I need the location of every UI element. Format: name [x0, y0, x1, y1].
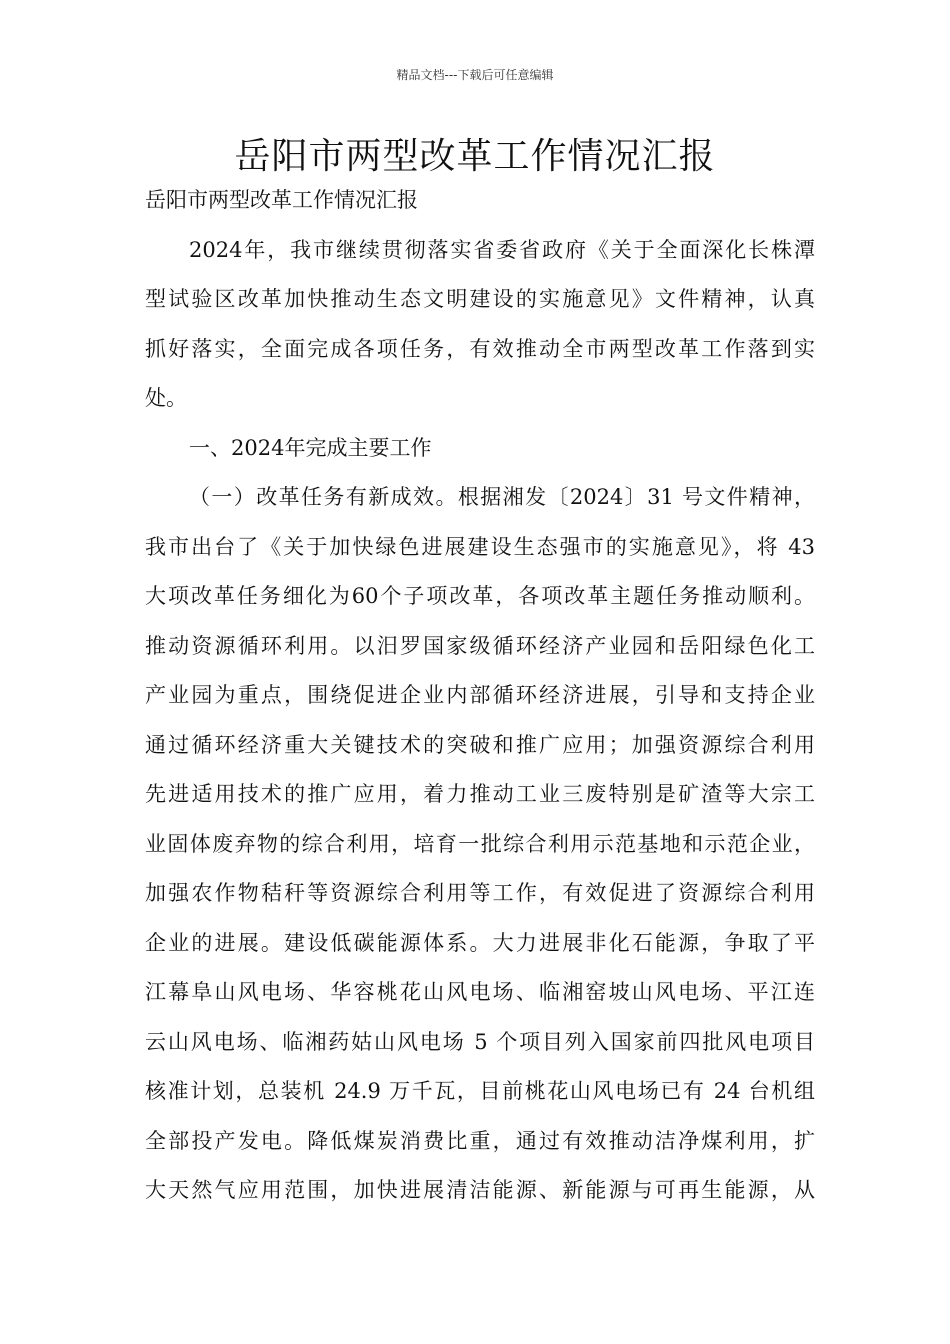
paragraph-line: 我市出台了《关于加快绿色进展建设生态强市的实施意见》，将 43 — [145, 534, 815, 559]
paragraph-line: 全部投产发电。降低煤炭消费比重，通过有效推动洁净煤利用，扩 — [145, 1128, 815, 1153]
paragraph-line: 大项改革任务细化为60个子项改革，各项改革主题任务推动顺利。 — [145, 584, 815, 608]
document-title: 岳阳市两型改革工作情况汇报 — [234, 136, 716, 177]
paragraph-line: 产业园为重点，围绕促进企业内部循环经济进展，引导和支持企业 — [145, 683, 815, 707]
paragraph-line: 推动资源循环利用。以汨罗国家级循环经济产业园和岳阳绿色化工 — [145, 633, 815, 658]
paragraph-line: 抓好落实，全面完成各项任务，有效推动全市两型改革工作落到实 — [145, 336, 815, 361]
section-heading: 一、2024年完成主要工作 — [189, 435, 432, 460]
paragraph-line: （一）改革任务有新成效。根据湘发〔2024〕31 号文件精神， — [189, 485, 815, 509]
paragraph-line: 业固体废弃物的综合利用，培育一批综合利用示范基地和示范企业， — [145, 831, 815, 856]
paragraph-line: 2024年，我市继续贯彻落实省委省政府《关于全面深化长株潭 — [189, 237, 815, 262]
paragraph-line: 加强农作物秸秆等资源综合利用等工作，有效促进了资源综合利用 — [145, 881, 815, 905]
paragraph-line: 岳阳市两型改革工作情况汇报 — [145, 188, 418, 212]
paragraph-line: 云山风电场、临湘药姑山风电场 5 个项目列入国家前四批风电项目 — [145, 1029, 815, 1054]
paragraph-line: 通过循环经济重大关键技术的突破和推广应用；加强资源综合利用 — [145, 732, 815, 757]
paragraph-line: 江幕阜山风电场、华容桃花山风电场、临湘窑坡山风电场、平江连 — [145, 980, 815, 1004]
paragraph-line: 大天然气应用范围，加快进展清洁能源、新能源与可再生能源，从 — [145, 1178, 815, 1202]
document-body — [145, 182, 815, 1222]
document-header-note: 精品文档---下载后可任意编辑 — [396, 68, 554, 82]
paragraph-line: 处。 — [145, 386, 187, 410]
paragraph-line: 企业的进展。建设低碳能源体系。大力进展非化石能源，争取了平 — [145, 930, 815, 955]
paragraph-line: 型试验区改革加快推动生态文明建设的实施意见》文件精神，认真 — [145, 287, 815, 311]
paragraph-line: 先进适用技术的推广应用，着力推动工业三废特别是矿渣等大宗工 — [145, 782, 815, 806]
paragraph-line: 核准计划，总装机 24.9 万千瓦，目前桃花山风电场已有 24 台机组 — [145, 1079, 815, 1103]
